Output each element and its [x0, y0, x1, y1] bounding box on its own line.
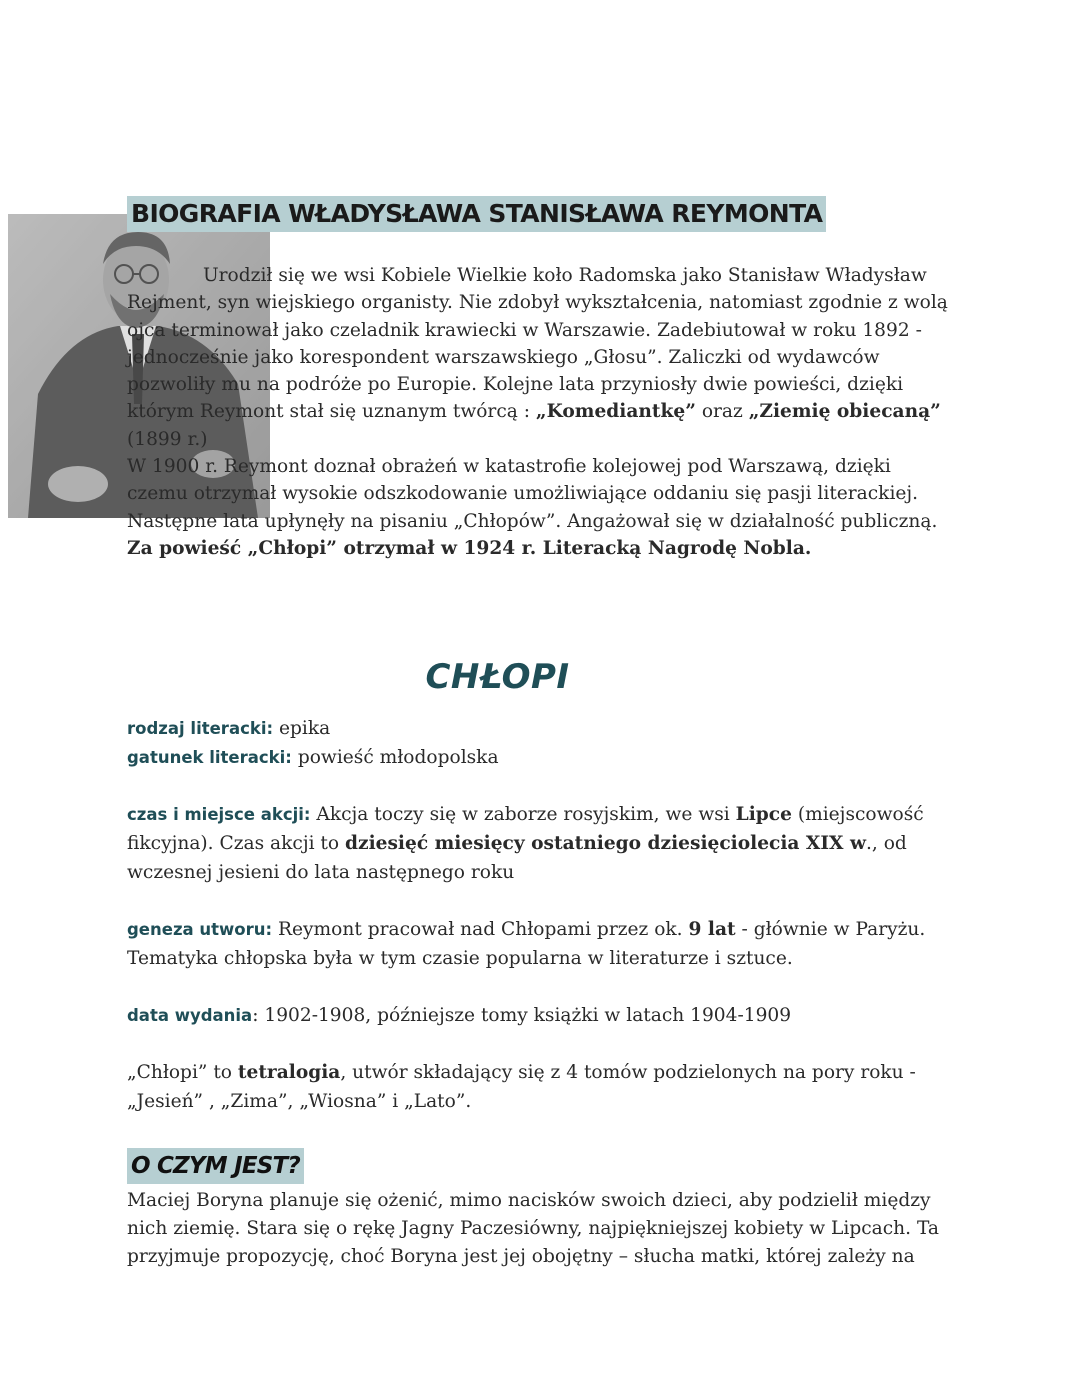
- about-paragraph: Maciej Boryna planuje się ożenić, mimo nacisków swoich dzieci, aby podzielił między nich ziemię. Stara się o rękę Jagny Paczesiówny, najpiękniejszej kobiety w Lipcach. Ta przyjmuje propozycję, choć Boryna jest jej obojętny – słucha matki, której zależy na: [127, 1190, 939, 1267]
- biography-paragraph-1: Urodził się we wsi Kobiele Wielkie koło Radomska jako Stanisław Władysław Rejment, syn wiejskiego organisty. Nie zdobył wykształcenia, natomiast zgodnie z wolą ojca terminował jako czeladnik krawiecki w Warszawie. Zadebiutował w roku 1892 - jednocześnie jako korespondent warszawskiego „Głosu”. Zaliczki od wydawców pozwoliły mu na podróże po Europie. Kolejne lata przyniosły dwie powieści, dzięki którym Reymont stał się uznanym twórcą : „Komediantkę” oraz „Ziemię obiecaną” (1899 r.): [127, 265, 948, 450]
- about-title: O CZYM JEST?: [127, 1148, 304, 1184]
- biography-title: BIOGRAFIA WŁADYSŁAWA STANISŁAWA REYMONTA: [127, 196, 826, 232]
- chlopi-title: CHŁOPI: [425, 657, 570, 697]
- fact-gatunek: gatunek literacki: powieść młodopolska: [127, 747, 499, 768]
- biography-paragraph-2: W 1900 r. Reymont doznał obrażeń w katastrofie kolejowej pod Warszawą, dzięki czemu otrzymał wysokie odszkodowanie umożliwiające oddaniu się pasji literackiej. Następne lata upłynęły na pisaniu „Chłopów”. Angażował się w działalność publiczną.: [127, 456, 938, 532]
- fact-rodzaj: rodzaj literacki: epika: [127, 718, 331, 739]
- fact-tetralogia: „Chłopi” to tetralogia, utwór składający się z 4 tomów podzielonych na pory roku - „Jesień” , „Zima”, „Wiosna” i „Lato”.: [127, 1062, 916, 1112]
- biography-text: [127, 262, 957, 562]
- about-text: [127, 1187, 947, 1271]
- fact-data-wydania: data wydania: 1902-1908, późniejsze tomy książki w latach 1904-1909: [127, 1005, 792, 1026]
- fact-geneza: geneza utworu: Reymont pracował nad Chłopami przez ok. 9 lat - głównie w Paryżu. Tematyka chłopska była w tym czasie popularna w literaturze i sztuce.: [127, 919, 926, 969]
- facts-section: [127, 714, 947, 1116]
- fact-czas-miejsce: czas i miejsce akcji: Akcja toczy się w zaborze rosyjskim, we wsi Lipce (miejscowość fikcyjna). Czas akcji to dziesięć miesięcy ostatniego dziesięciolecia XIX w., od wczesnej jesieni do lata następnego roku: [127, 804, 924, 883]
- biography-paragraph-3: Za powieść „Chłopi” otrzymał w 1924 r. Literacką Nagrodę Nobla.: [127, 537, 812, 559]
